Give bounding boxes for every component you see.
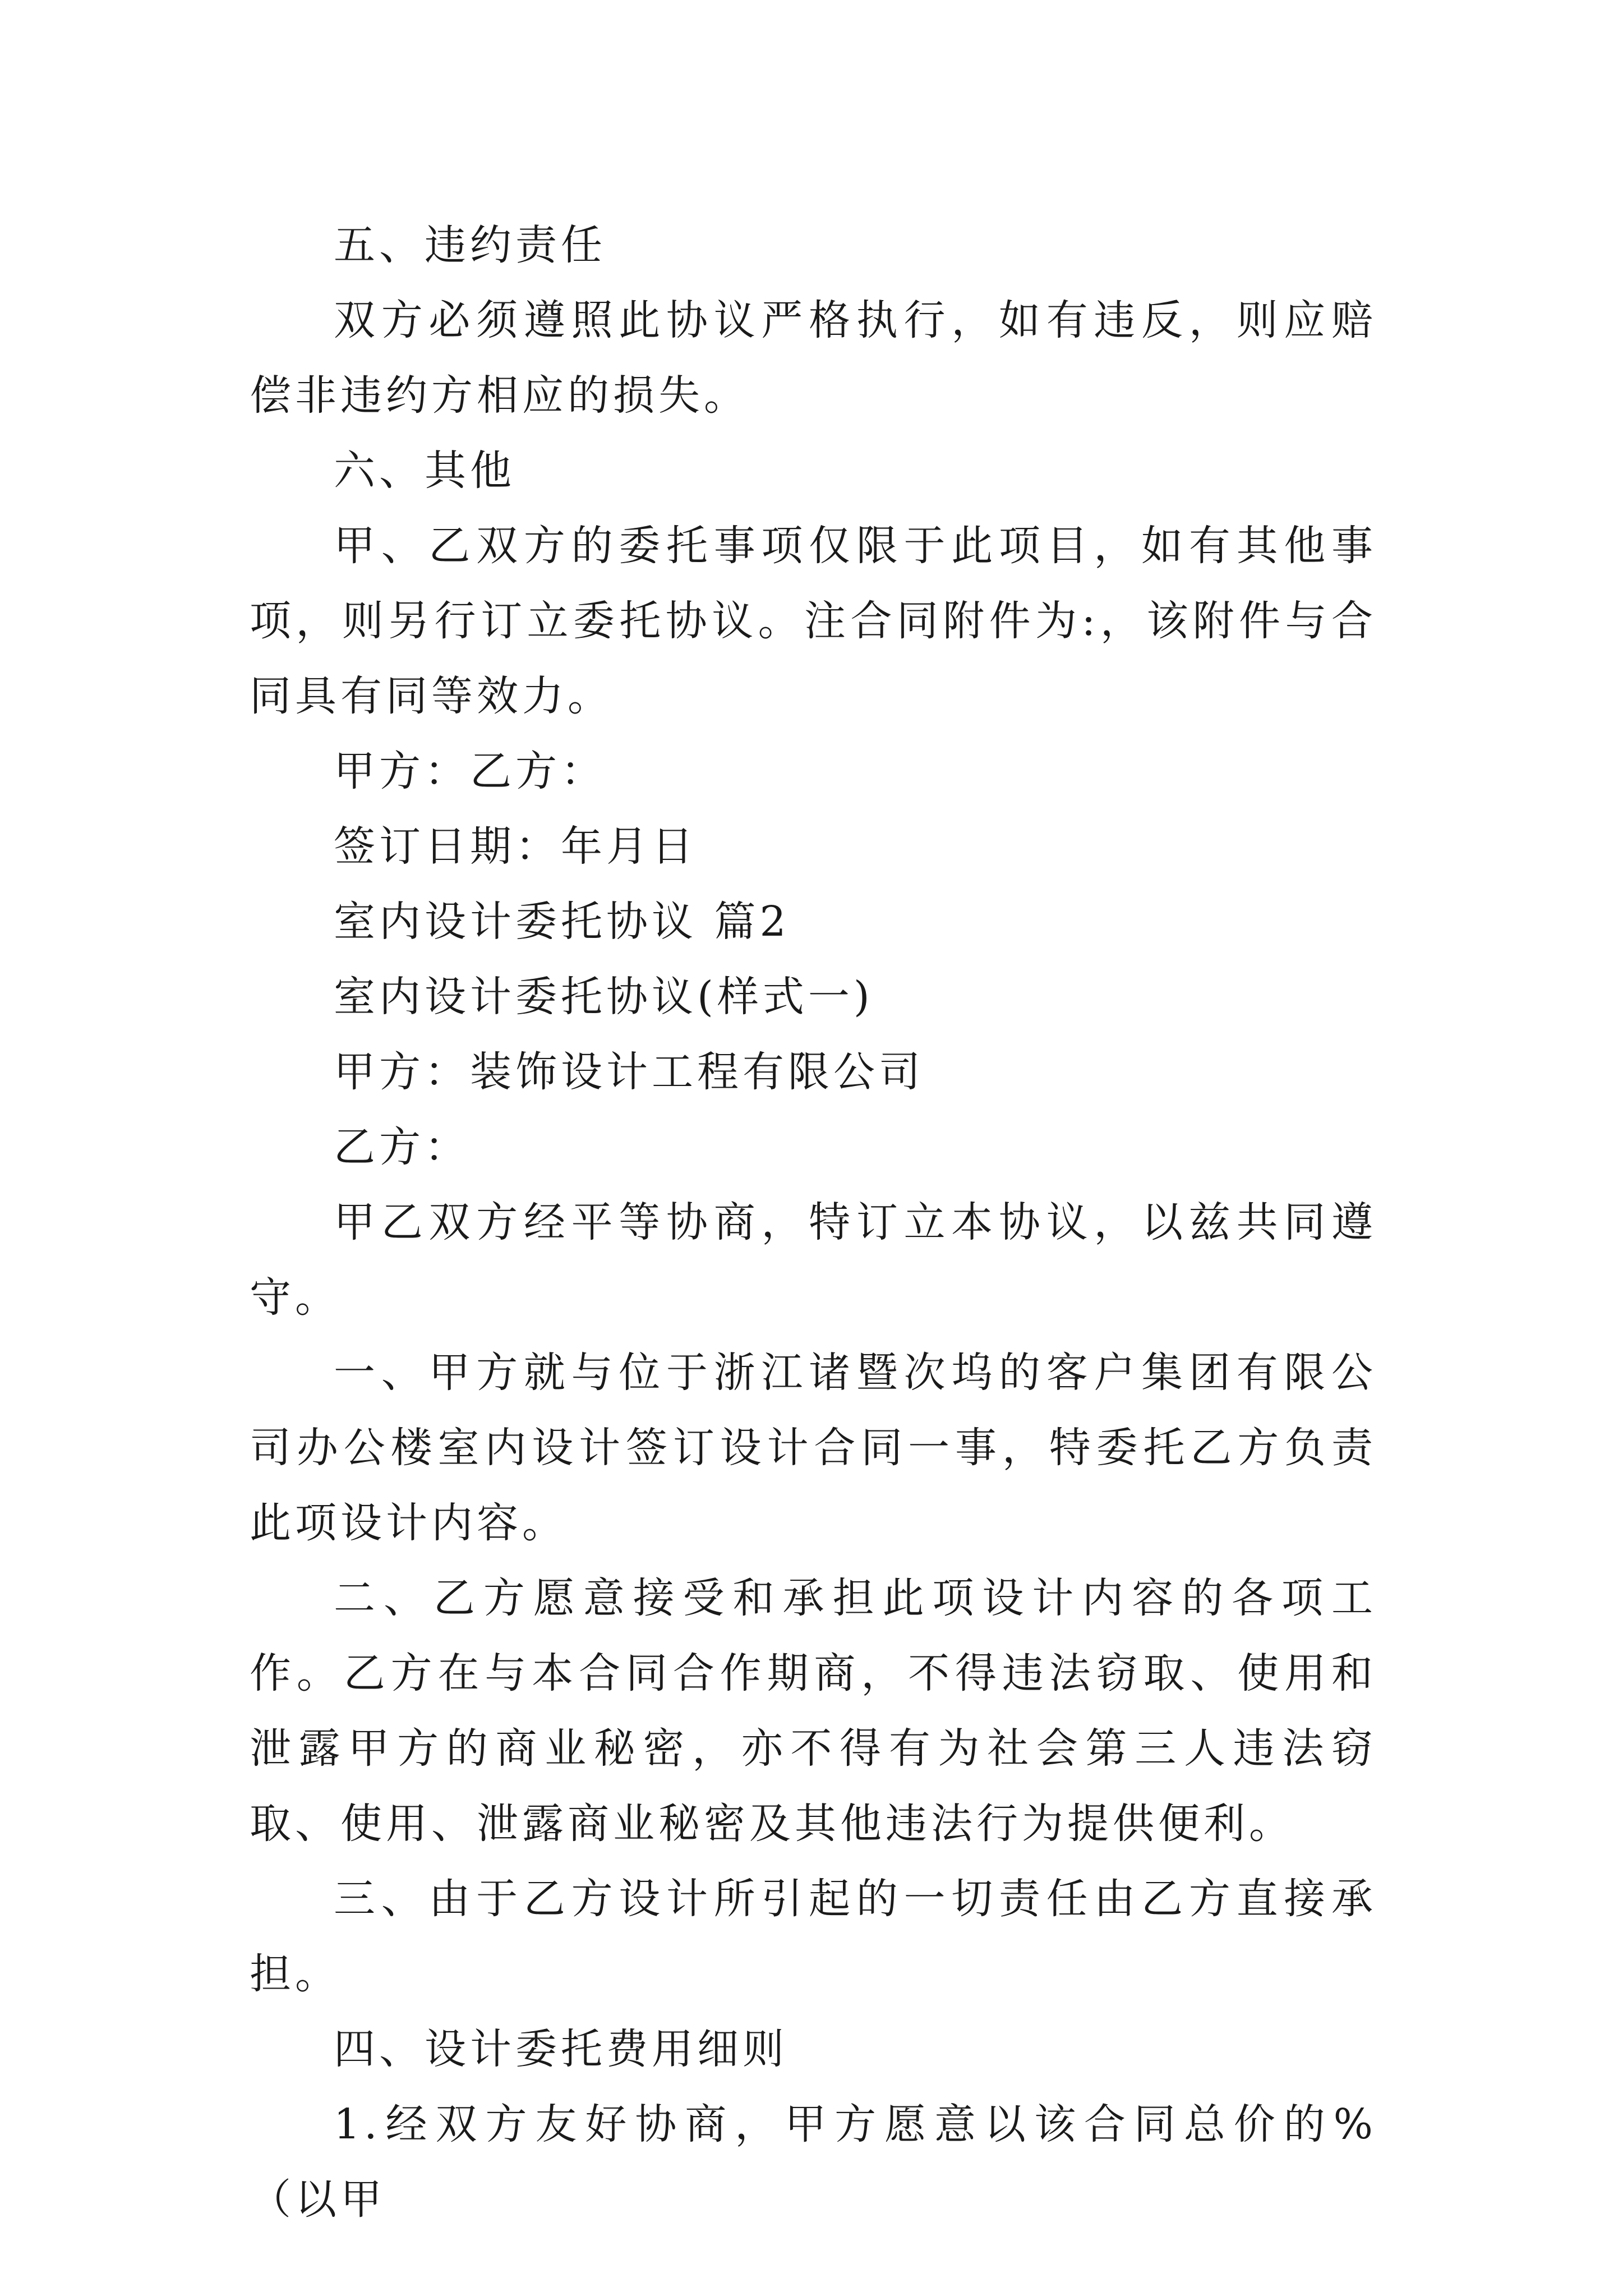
paragraph-other-clause: 甲、乙双方的委托事项仅限于此项目，如有其他事项，则另行订立委托协议。注合同附件为:，该附件与合同具有同等效力。 <box>250 522 1377 720</box>
party-a: 甲方：装饰设计工程有限公司 <box>334 1048 924 1096</box>
article-title: 室内设计委托协议 篇2 <box>334 898 790 946</box>
preamble: 甲乙双方经平等协商，特订立本协议，以兹共同遵守。 <box>250 1198 1377 1322</box>
party-b: 乙方： <box>334 1123 470 1171</box>
paragraph-breach-clause: 双方必须遵照此协议严格执行，如有违反，则应赔偿非违约方相应的损失。 <box>250 296 1377 420</box>
section-heading-breach: 五、违约责任 <box>334 221 606 269</box>
signing-date: 签订日期：年月日 <box>334 822 697 871</box>
agreement-title: 室内设计委托协议(样式一) <box>334 973 874 1021</box>
clause-four-item-one: 1.经双方友好协商，甲方愿意以该合同总价的%（以甲 <box>250 2100 1377 2224</box>
clause-one: 一、甲方就与位于浙江诸暨次坞的客户集团有限公司办公楼室内设计签订设计合同一事，特委托乙方负责此项设计内容。 <box>250 1349 1377 1547</box>
document-body <box>250 208 1377 2237</box>
section-heading-other: 六、其他 <box>334 447 515 495</box>
clause-four-heading: 四、设计委托费用细则 <box>334 2025 788 2073</box>
signature-parties: 甲方：乙方： <box>334 747 606 795</box>
clause-three: 三、由于乙方设计所引起的一切责任由乙方直接承担。 <box>250 1875 1377 1998</box>
clause-two: 二、乙方愿意接受和承担此项设计内容的各项工作。乙方在与本合同合作期商，不得违法窃取、使用和泄露甲方的商业秘密，亦不得有为社会第三人违法窃取、使用、泄露商业秘密及其他违法行为提供便利。 <box>250 1574 1377 1848</box>
